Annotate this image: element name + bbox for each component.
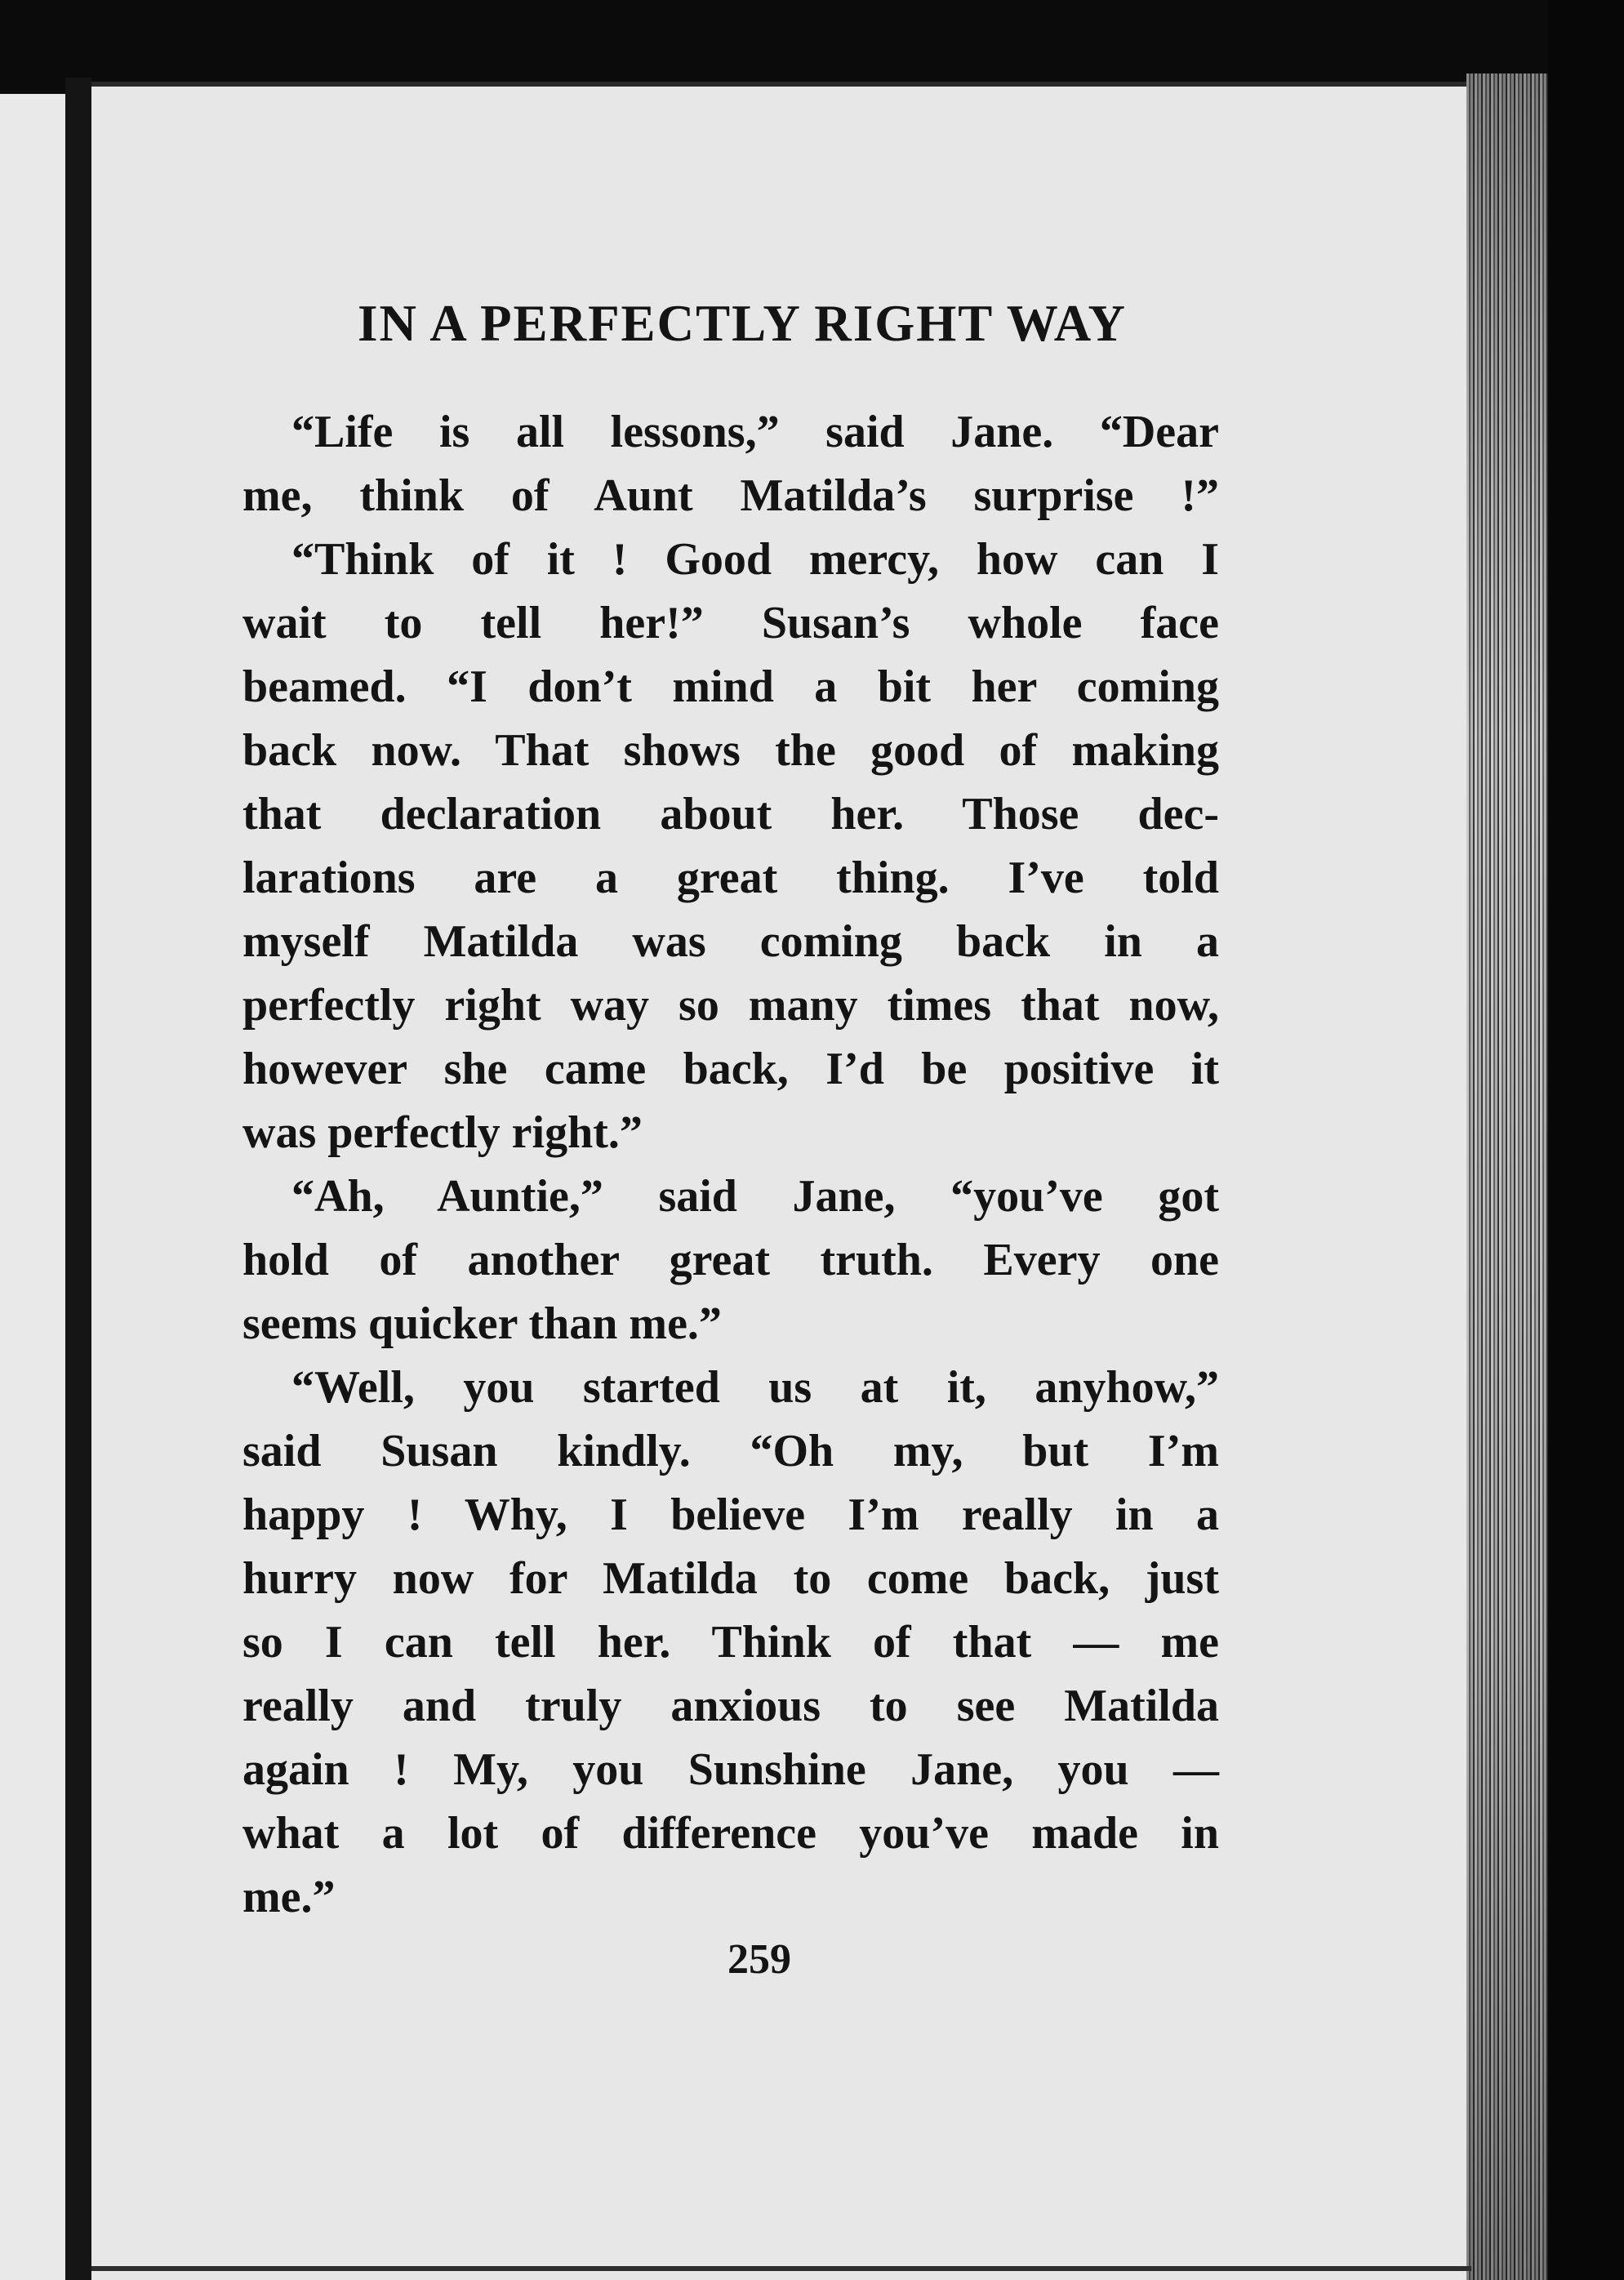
gutter-shadow	[65, 78, 91, 2280]
text-line: “Life is all lessons,” said Jane. “Dear	[291, 407, 1219, 457]
text-line: said Susan kindly. “Oh my, but I’m	[242, 1426, 1219, 1476]
text-line: really and truly anxious to see Matilda	[242, 1681, 1219, 1731]
text-line: “Think of it ! Good mercy, how can I	[291, 534, 1219, 585]
text-line: larations are a great thing. I’ve told	[242, 853, 1219, 903]
text-line: me, think of Aunt Matilda’s surprise !”	[242, 470, 1219, 521]
text-line: “Well, you started us at it, anyhow,”	[291, 1362, 1219, 1413]
text-line: perfectly right way so many times that now,	[242, 980, 1219, 1031]
text-line: me.”	[242, 1872, 336, 1922]
scan-background	[1548, 0, 1624, 2280]
text-line: was perfectly right.”	[242, 1107, 643, 1158]
text-line: back now. That shows the good of making	[242, 725, 1219, 776]
page-stack-shade	[1466, 73, 1548, 2280]
page-bottom-edge	[91, 2266, 1471, 2271]
running-head: IN A PERFECTLY RIGHT WAY	[358, 295, 1127, 352]
text-line: wait to tell her!” Susan’s whole face	[242, 598, 1219, 648]
text-line: what a lot of difference you’ve made in	[242, 1808, 1219, 1859]
text-line: again ! My, you Sunshine Jane, you —	[242, 1744, 1219, 1795]
text-line: that declaration about her. Those dec-	[242, 789, 1219, 839]
text-line: myself Matilda was coming back in a	[242, 916, 1219, 967]
text-line: however she came back, I’d be positive it	[242, 1044, 1219, 1094]
previous-page-edge	[0, 94, 65, 2280]
text-line: “Ah, Auntie,” said Jane, “you’ve got	[291, 1171, 1219, 1222]
text-line: so I can tell her. Think of that — me	[242, 1617, 1219, 1668]
text-line: hold of another great truth. Every one	[242, 1235, 1219, 1285]
text-line: happy ! Why, I believe I’m really in a	[242, 1490, 1219, 1540]
text-line: hurry now for Matilda to come back, just	[242, 1553, 1219, 1604]
text-line: seems quicker than me.”	[242, 1298, 722, 1349]
text-line: beamed. “I don’t mind a bit her coming	[242, 661, 1219, 712]
page-number: 259	[727, 1936, 791, 1983]
